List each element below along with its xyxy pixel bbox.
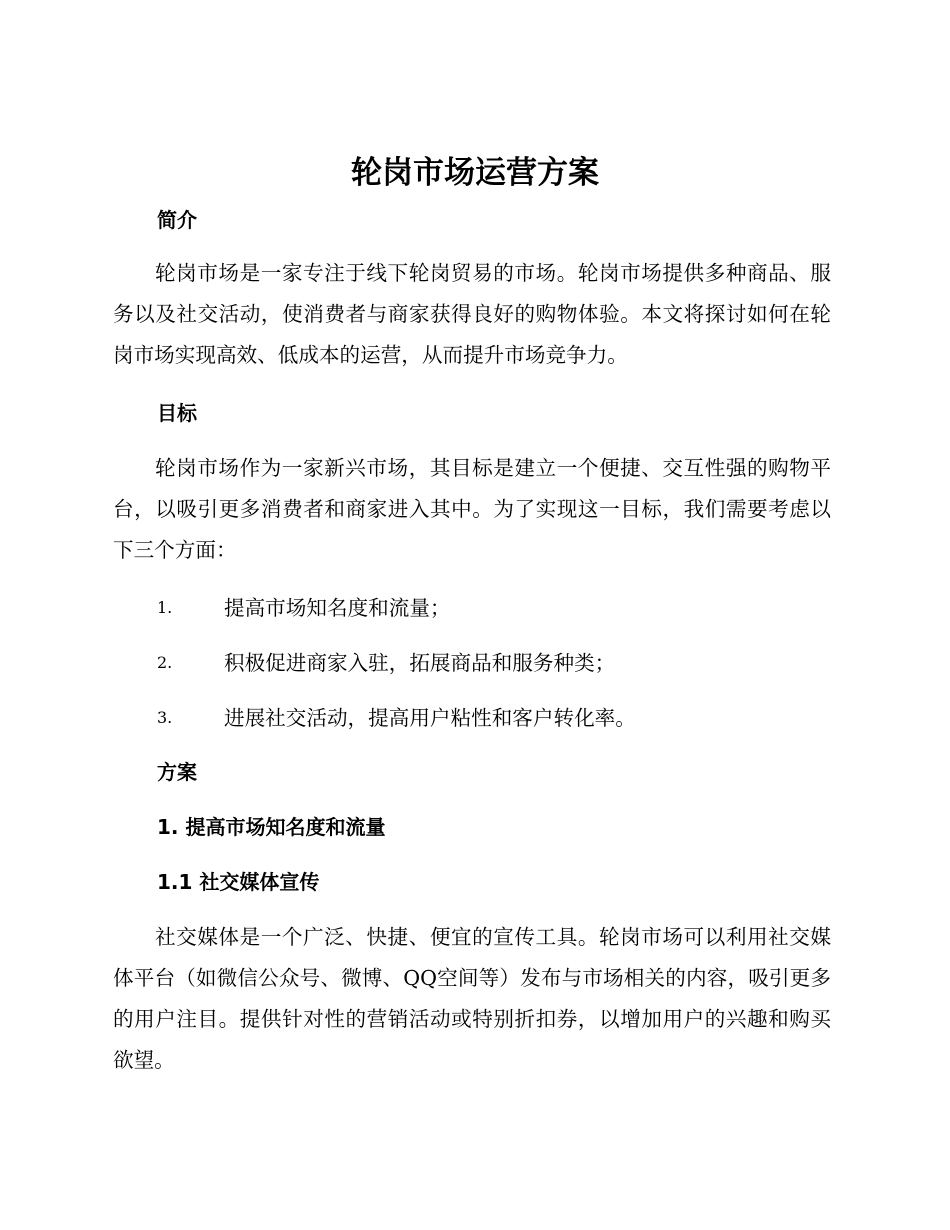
list-item-text: 积极促进商家入驻，拓展商品和服务种类； bbox=[224, 651, 616, 675]
paragraph-social-media: 社交媒体是一个广泛、快捷、便宜的宣传工具。轮岗市场可以利用社交媒体平台（如微信公众号、微博、QQ空间等）发布与市场相关的内容，吸引更多的用户注目。提供针对性的营销活动或特别折扣券，以增加用户的兴趣和购买欲望。 bbox=[113, 925, 831, 1072]
subheading-plan-1-1: 1.1 社交媒体宣传 bbox=[157, 870, 320, 894]
list-item bbox=[157, 648, 837, 678]
section-heading-plan: 方案 bbox=[157, 760, 197, 784]
list-item bbox=[157, 703, 837, 733]
list-item-number: 3. bbox=[157, 708, 173, 727]
paragraph-intro: 轮岗市场是一家专注于线下轮岗贸易的市场。轮岗市场提供多种商品、服务以及社交活动，使消费者与商家获得良好的购物体验。本文将探讨如何在轮岗市场实现高效、低成本的运营，从而提升市场竞争力。 bbox=[113, 261, 831, 367]
list-item-number: 2. bbox=[157, 653, 173, 672]
list-item bbox=[157, 593, 837, 623]
paragraph-goal: 轮岗市场作为一家新兴市场，其目标是建立一个便捷、交互性强的购物平台，以吸引更多消费者和商家进入其中。为了实现这一目标，我们需要考虑以下三个方面： bbox=[113, 456, 831, 562]
subheading-plan-1: 1. 提高市场知名度和流量 bbox=[157, 815, 386, 839]
list-item-number: 1. bbox=[157, 598, 173, 617]
list-item-text: 提高市场知名度和流量； bbox=[224, 596, 451, 620]
section-heading-intro: 简介 bbox=[157, 208, 197, 232]
list-item-text: 进展社交活动，提高用户粘性和客户转化率。 bbox=[224, 706, 636, 730]
section-heading-goal: 目标 bbox=[157, 401, 197, 425]
document-title: 轮岗市场运营方案 bbox=[351, 155, 599, 191]
